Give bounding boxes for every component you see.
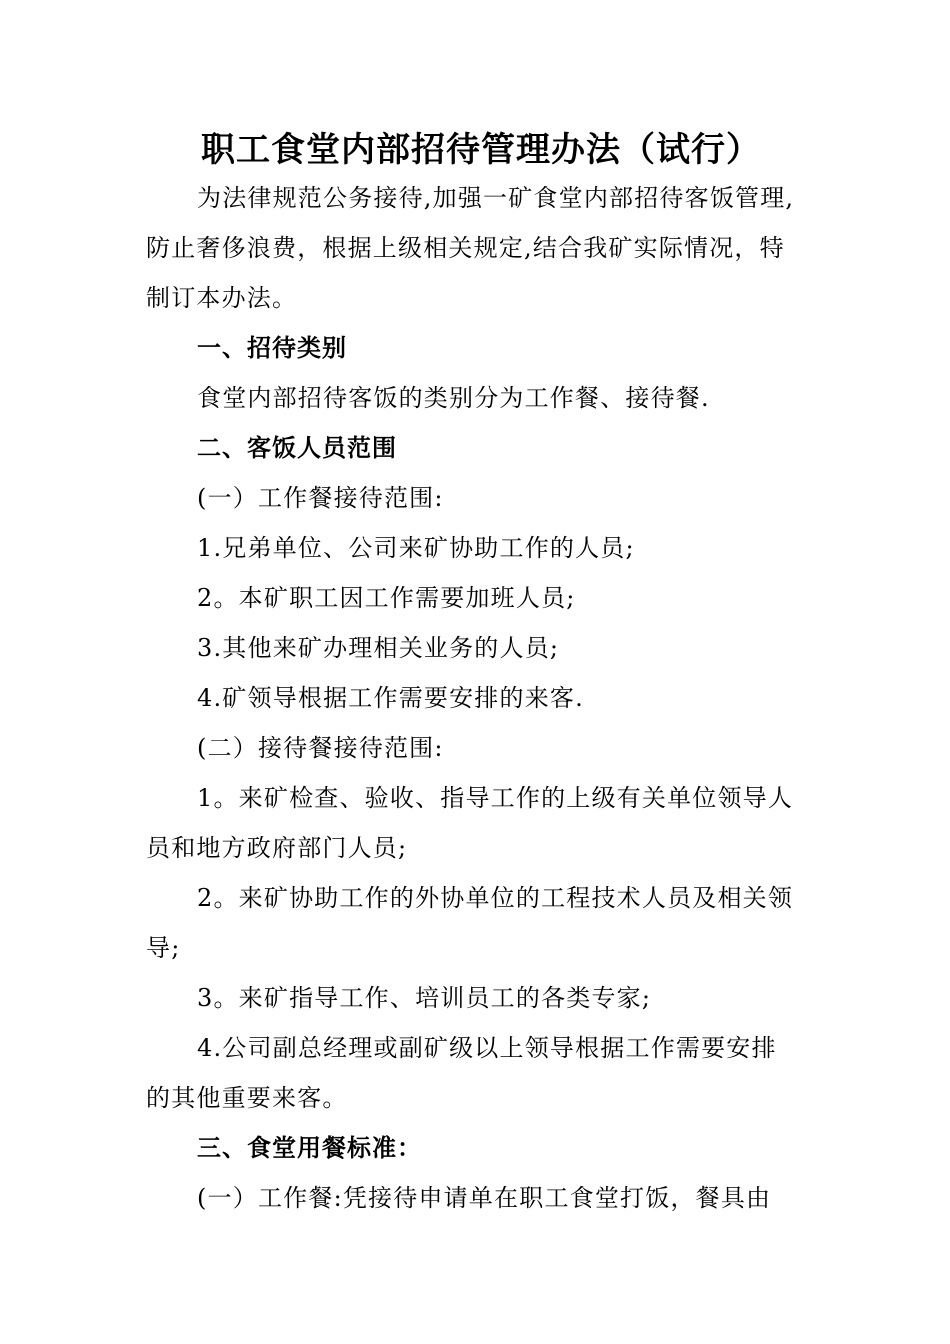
list-item-continuation: 员和地方政府部门人员;	[146, 834, 408, 862]
subsection-heading: (一）工作餐接待范围:	[197, 484, 444, 512]
section-heading: 二、客饭人员范围	[197, 434, 397, 462]
subsection-heading: (二）接待餐接待范围:	[197, 734, 444, 762]
list-item: 1.兄弟单位、公司来矿协助工作的人员;	[197, 534, 635, 562]
list-item: 3.其他来矿办理相关业务的人员;	[197, 634, 560, 662]
section-heading: 一、招待类别	[197, 334, 347, 362]
list-item: 2。来矿协助工作的外协单位的工程技术人员及相关领	[197, 884, 794, 912]
list-item-continuation: 导;	[146, 934, 181, 962]
list-item: 3。来矿指导工作、培训员工的各类专家;	[197, 984, 652, 1012]
document-title: 职工食堂内部招待管理办法（试行）	[201, 130, 761, 170]
paragraph-line: 食堂内部招待客饭的类别分为工作餐、接待餐.	[197, 384, 710, 412]
section-heading: 三、食堂用餐标准：	[197, 1134, 422, 1162]
paragraph-line: 为法律规范公务接待,加强一矿食堂内部招待客饭管理,	[197, 184, 795, 212]
paragraph-line: 制订本办法。	[146, 284, 298, 312]
paragraph-line: (一）工作餐:凭接待申请单在职工食堂打饭，餐具由	[197, 1184, 772, 1212]
paragraph-line: 防止奢侈浪费，根据上级相关规定,结合我矿实际情况，特	[146, 234, 785, 262]
list-item-continuation: 的其他重要来客。	[146, 1084, 348, 1112]
list-item: 4.矿领导根据工作需要安排的来客.	[197, 684, 584, 712]
list-item: 2。本矿职工因工作需要加班人员;	[197, 584, 576, 612]
list-item: 4.公司副总经理或副矿级以上领导根据工作需要安排	[197, 1034, 777, 1062]
list-item: 1。来矿检查、验收、指导工作的上级有关单位领导人	[197, 784, 794, 812]
